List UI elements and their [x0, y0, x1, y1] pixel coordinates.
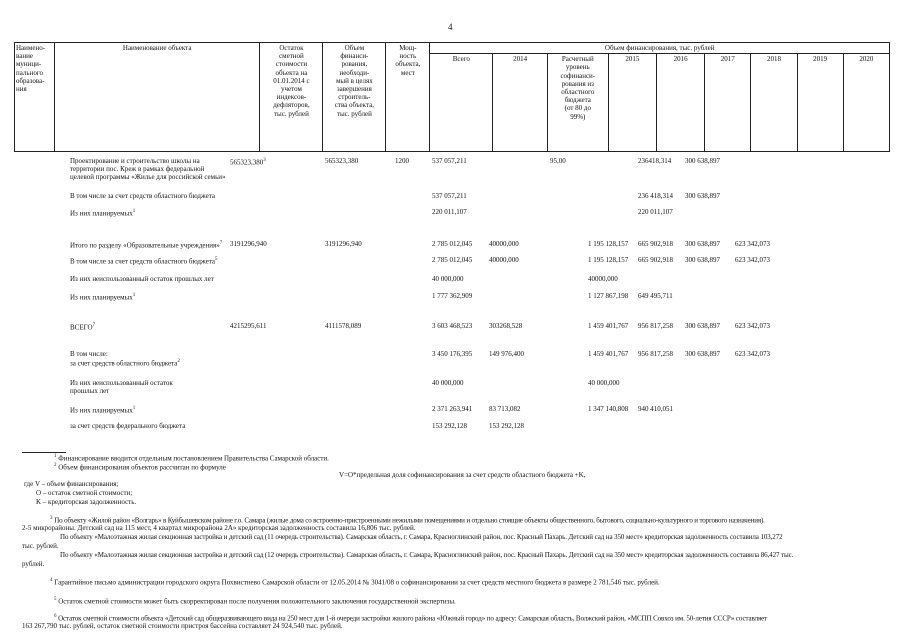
cell-total: 2 785 012,045 [432, 256, 473, 264]
footnote-1-text: Финансирование вводится отдельным постановлением Правительства Самарской области. [58, 454, 329, 463]
cell-volume: 565323,380 [325, 157, 359, 165]
cell-y2017: 300 638,897 [685, 256, 720, 264]
col-2016: 2016 [656, 54, 704, 152]
row-name: Проектирование и строительство школы на территории пос. Креж в рамках федеральной целевой программы «Жилье для российской семьи» [70, 157, 226, 181]
cell-y2015: 1 127 867,198 [588, 292, 629, 300]
table-row [0, 292, 905, 304]
table-row [0, 256, 905, 268]
cell-total: 537 057,211 [432, 157, 467, 165]
cell-y2014: 83 713,082 [489, 405, 521, 413]
row-name-footnote-ref: 7 [219, 241, 223, 246]
cell-y2016: 236 418,314 [638, 192, 673, 200]
footnote-4-text: Гарантийное письмо администрации городского округа Похвистнево Самарской области от 12.05.2014 № 3041/08 о софинансировании за счет средств местного бюджета в размере 2 781,546 тыс. рублей. [54, 578, 660, 587]
row-name: за счет средств федерального бюджета [70, 422, 186, 430]
table-row [0, 350, 905, 368]
footnote-3e: По объекту «Малоэтажная жилая секционная застройка и детский сад (12 очередь строительства). Самарская область, г. Самара, Красноглинский район, пос. Красный Пахарь. Детский сад на 350 мест» кредиторская задолженность составила 86,427 тыс. [60, 551, 794, 559]
where-o: O – остаток сметной стоимости; [36, 489, 133, 497]
cell-y2015: 40 000,000 [588, 379, 620, 387]
cell-y2017: 300 638,897 [685, 192, 720, 200]
row-name-footnote-ref: 1 [132, 293, 136, 298]
col-2020: 2020 [843, 54, 889, 152]
footnote-2: $^2$ Объем финансирования объектов рассчитан по формуле [54, 463, 226, 472]
col-2014: 2014 [493, 54, 548, 152]
cell-volume: 4111578,089 [325, 322, 362, 330]
col-financing-volume: Объем финанси- рования, необходи- мый в целях завершения строитель- ства объекта, тыс. рублей [323, 43, 386, 152]
row-name-footnote-ref: 7 [92, 323, 96, 328]
cell-total: 2 785 012,045 [432, 240, 473, 248]
table-row [0, 192, 905, 204]
table-row [0, 208, 905, 220]
col-total: Всего [430, 54, 493, 152]
cell-y2014: 40000,000 [489, 256, 519, 264]
footnote-2-text: Объем финансирования объектов рассчитан по формуле [58, 463, 226, 472]
cell-capacity: 1200 [395, 157, 409, 165]
cell-y2014: 303268,528 [489, 322, 523, 330]
cell-y2016: 220 011,107 [638, 208, 673, 216]
cell-total: 2 371 263,941 [432, 405, 473, 413]
cell-total: 1 777 362,909 [432, 292, 473, 300]
col-cofinancing: Расчетный уровень софинанси- рования из областного бюджета (от 80 до 99%) [547, 54, 608, 152]
footnote-5-text: Остаток сметной стоимости может быть скорректирован после получения положительного заключения государственной экспертизы. [58, 597, 456, 606]
footnote-3b: 2-5 микрорайоны. Детский сад на 115 мест, 4 квартал микрорайона 2А» кредиторская задолженность составила 16,806 тыс. рублей. [22, 524, 416, 532]
row-name: Из них неиспользованный остаток прошлых лет [70, 379, 173, 395]
footnote-3a-text: По объекту «Жилой район «Волгарь» в Куйбышевском районе г.о. Самара (жилые дома со встроенно-пристроенными нежилыми помещениями и отдельно стоящие объекты общественного, бытового, социально-культурного и торгового назначения). [54, 516, 765, 525]
col-remaining-cost: Остаток сметной стоимости объекта на 01.01.2014 с учетом индексов- дефляторов, тыс. рублей [260, 43, 323, 152]
row-name-footnote-ref: 1 [132, 209, 136, 214]
cell-y2014: 153 292,128 [489, 422, 524, 430]
row-name: В том числе за счет средств областного бюджета$^5$ [70, 257, 218, 266]
cell-y2014: 149 976,400 [489, 350, 524, 358]
cell-total: 220 011,107 [432, 208, 467, 216]
table-row [0, 275, 905, 287]
cell-y2017: 300 638,897 [685, 240, 720, 248]
cell-y2015: 1 459 401,767 [588, 350, 629, 358]
table-row [0, 405, 905, 417]
cell-y2015: 40000,000 [588, 275, 618, 283]
cell-volume: 3191296,940 [325, 240, 362, 248]
cell-total: 3 603 468,523 [432, 322, 473, 330]
cell-y2016: 665 902,918 [638, 256, 673, 264]
cell-y2015: 1 347 140,808 [588, 405, 629, 413]
row-name: ВСЕГО$^7$ [70, 323, 96, 332]
remaining-footnote-ref: 3 [263, 158, 266, 163]
cell-y2017: 300 638,897 [685, 157, 720, 165]
cell-y2018: 623 342,073 [735, 256, 770, 264]
row-name: Из них неиспользованный остаток прошлых лет [70, 275, 214, 283]
cell-y2014: 40000,000 [489, 240, 519, 248]
row-name: Из них планируемых$^1$ [70, 293, 136, 302]
footnote-5: $^5$ Остаток сметной стоимости может быть скорректирован после получения положительного заключения государственной экспертизы. [54, 597, 456, 606]
col-2018: 2018 [751, 54, 797, 152]
row-name-footnote-ref: 5 [215, 257, 218, 262]
cell-cofin: 95,00 [550, 157, 566, 165]
col-object-name: Наименование объекта [54, 43, 260, 152]
cell-y2015: 1 195 128,157 [588, 240, 629, 248]
cell-remaining: 565323,380$^3$ [230, 158, 266, 167]
row-name-footnote-ref: 1 [132, 406, 136, 411]
cell-y2018: 623 342,073 [735, 240, 770, 248]
footnote-6b: 163 267,790 тыс. рублей, остаток сметной стоимости пристроя бассейна составляет 24 924,540 тыс. рублей. [22, 622, 343, 630]
table-row [0, 422, 905, 434]
cell-total: 40 000,000 [432, 275, 464, 283]
cell-y2017: 300 638,897 [685, 322, 720, 330]
cell-total: 40 000,000 [432, 379, 464, 387]
where-v: где V – объем финансирования; [24, 480, 119, 488]
cell-remaining: 3191296,940 [230, 240, 267, 248]
col-2019: 2019 [797, 54, 843, 152]
financing-table-header [14, 42, 890, 152]
cell-y2018: 623 342,073 [735, 350, 770, 358]
cell-total: 153 292,128 [432, 422, 467, 430]
footnote-6a: $^6$ Остаток сметной стоимости объекта «Детский сад общеразвивающего вида на 250 мест для 1-й очереди застройки жилого района «Южный город» по адресу: Самарская область, Волжский район, «МСПП Совхоз им. 50-летия СССР» составляет [54, 614, 768, 623]
footnote-6a-text: Остаток сметной стоимости объекта «Детский сад общеразвивающего вида на 250 мест для 1-й очереди застройки жилого района «Южный город» по адресу: Самарская область, Волжский район, «МСПП Совхоз им. 50-летия СССР» составляет [58, 614, 768, 623]
cell-y2016: 956 817,258 [638, 350, 673, 358]
cell-total: 537 057,211 [432, 192, 467, 200]
footnote-3c: По объекту «Малоэтажная жилая секционная застройка и детский сад (11 очередь строительства). Самарская область, г. Самара, Красноглинский район, пос. Красный Пахарь. Детский сад на 350 мест» кредиторская задолженность составила 103,272 [60, 533, 783, 541]
cell-y2015: 1 459 401,767 [588, 322, 629, 330]
cell-remaining: 4215295,611 [230, 322, 267, 330]
cell-y2018: 623 342,073 [735, 322, 770, 330]
table-row [0, 379, 905, 395]
footnote-3d: тыс. рублей. [22, 542, 59, 550]
row-name-footnote-ref: 2 [177, 359, 180, 364]
formula: V=O*предельная доля софинансирования за счет средств областного бюджета +K, [339, 471, 586, 479]
footnote-3a: $^3$ По объекту «Жилой район «Волгарь» в Куйбышевском районе г.о. Самара (жилые дома со встроенно-пристроенными нежилыми помещениями и отдельно стоящие объекты общественного, бытового, социально-культурного и торгового назначения). [50, 516, 765, 525]
cell-y2017: 300 638,897 [685, 350, 720, 358]
page-number: 4 [448, 22, 453, 32]
footnote-1: $^1$ Финансирование вводится отдельным постановлением Правительства Самарской области. [54, 454, 329, 463]
row-name: Итого по разделу «Образовательные учреждения»$^7$ [70, 241, 223, 250]
cell-y2016: 649 495,711 [638, 292, 673, 300]
where-k: K – кредиторская задолженность. [36, 498, 137, 506]
table-row [0, 322, 905, 334]
table-row [0, 240, 905, 252]
cell-total: 3 450 176,395 [432, 350, 473, 358]
row-name: Из них планируемых$^1$ [70, 406, 136, 415]
cell-y2016: 236418,314 [638, 157, 672, 165]
row-name: В том числе: за счет средств областного бюджета$^2$ [70, 350, 180, 368]
col-capacity: Мощ- ность объекта, мест [386, 43, 430, 152]
col-2015: 2015 [608, 54, 656, 152]
row-name: В том числе за счет средств областного бюджета [70, 192, 216, 200]
cell-y2016: 940 410,051 [638, 405, 673, 413]
cell-y2015: 1 195 128,157 [588, 256, 629, 264]
table-row [0, 157, 905, 181]
col-2017: 2017 [705, 54, 751, 152]
col-financing-group: Объем финансирования, тыс. рублей [430, 43, 890, 54]
footnote-4: $^4$ Гарантийное письмо администрации городского округа Похвистнево Самарской области от 12.05.2014 № 3041/08 о софинансировании за счет средств местного бюджета в размере 2 781,546 тыс. рублей. [50, 578, 660, 587]
footnote-3f: рублей. [22, 560, 45, 568]
row-name: Из них планируемых$^1$ [70, 209, 136, 218]
cell-y2016: 665 902,918 [638, 240, 673, 248]
col-municipality: Наимено- вание муници- пального образова- ния [15, 43, 55, 152]
cell-y2016: 956 817,258 [638, 322, 673, 330]
